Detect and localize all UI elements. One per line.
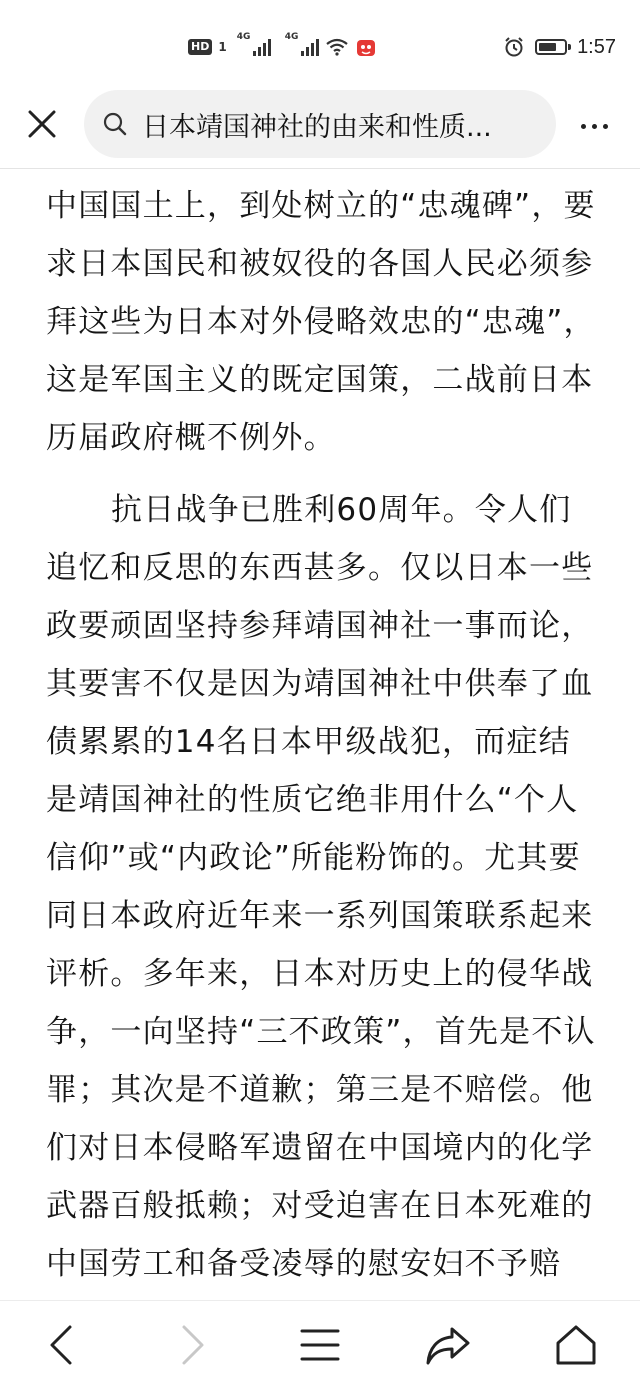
wifi-icon [325,38,349,56]
close-button[interactable] [22,104,62,144]
back-button[interactable] [34,1315,94,1375]
signal-icon-1 [236,32,271,56]
close-icon [27,109,57,139]
net-label-1: 4G [236,32,251,42]
home-button[interactable] [546,1315,606,1375]
more-options-button[interactable] [572,108,616,144]
more-dot [592,124,597,129]
net-label-2: 4G [284,32,299,42]
share-icon [424,1321,472,1369]
sim-label: 1 [218,40,227,54]
clock: 1:57 [577,35,616,58]
search-icon [102,111,128,137]
article-paragraph: 中国国土上，到处树立的“忠魂碑”，要求日本国民和被奴役的各国人民必须参拜这些为日本对外侵略效忠的“忠魂”，这是军国主义的既定国策，二战前日本历届政府概不例外。 [46,188,596,456]
share-button[interactable] [418,1315,478,1375]
back-icon [40,1321,88,1369]
forward-button[interactable] [160,1315,220,1375]
alarm-icon [503,36,525,58]
status-left [188,32,377,58]
search-box[interactable] [84,90,556,158]
hd-badge: HD [188,39,212,55]
signal-icon-2 [284,32,319,56]
article-paragraph: 抗日战争已胜利60周年。令人们追忆和反思的东西甚多。仅以日本一些政要顽固坚持参拜靖国神社一事而论，其要害不仅是因为靖国神社中供奉了血债累累的14名日本甲级战犯，而症结是靖国神社的性质它绝非用什么“个人信仰”或“内政论”所能粉饰的。尤其要同日本政府近年来一系列国策联系起来评析。多年来，日本对历史上的侵华战争，一向坚持“三不政策”，首先是不认罪；其次是不道歉；第三是不赔偿。他们对日本侵略军遗留在中国境内的化学武器百般抵赖；对受迫害在日本死难的中国劳工和备受凌辱的慰安妇不予赔 [46,492,596,1282]
status-bar [0,0,640,88]
menu-icon [296,1321,344,1369]
menu-button[interactable] [290,1315,350,1375]
status-right [503,34,616,60]
more-dot [603,124,608,129]
app-notification-icon [355,36,377,58]
home-icon [552,1321,600,1369]
top-bar [0,88,640,166]
battery-icon [535,39,567,55]
search-query: 日本靖国神社的由来和性质... [142,111,492,143]
article-body[interactable] [0,169,640,1300]
more-dot [581,124,586,129]
forward-icon [166,1321,214,1369]
bottom-nav [0,1300,640,1388]
